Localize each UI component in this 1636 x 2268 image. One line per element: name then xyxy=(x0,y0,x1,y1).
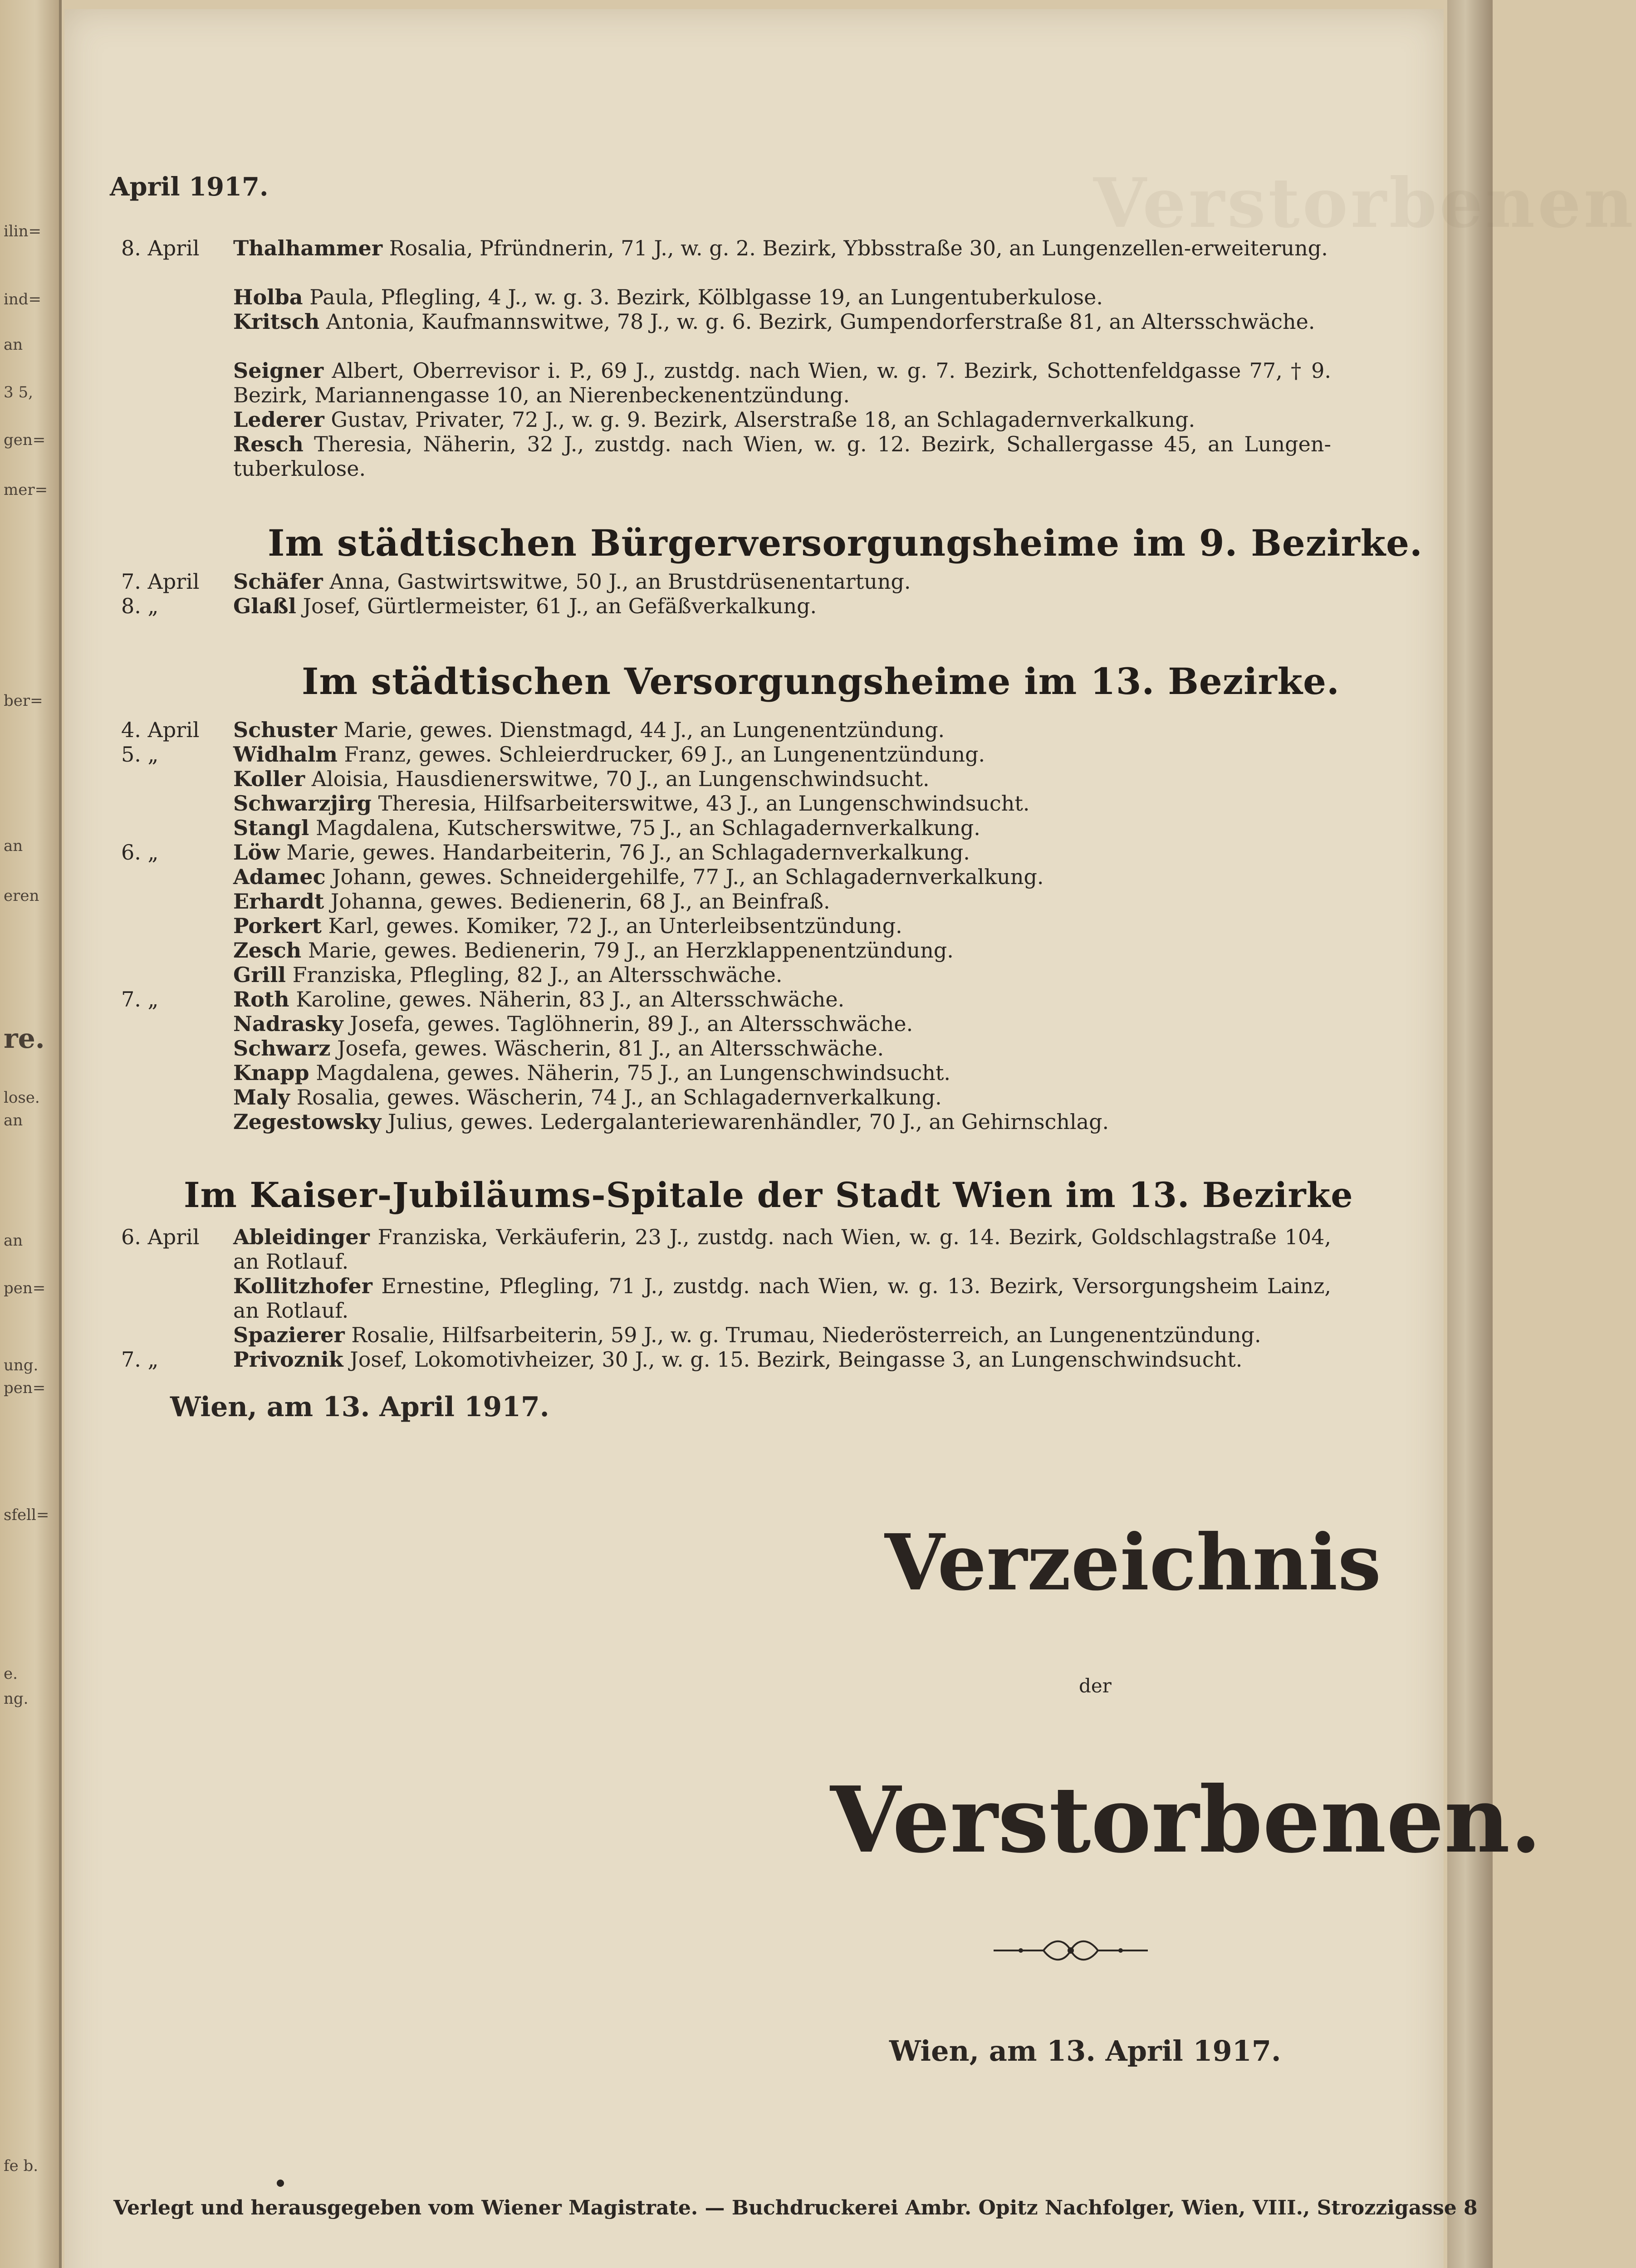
entry xyxy=(233,1225,1331,1274)
entry-name: Nadrasky xyxy=(233,1012,343,1036)
entry xyxy=(233,432,1331,481)
entry-text: Franziska, Verkäuferin, 23 J., zustdg. nach Wien, w. g. 14. Bezirk, Goldschlagstraße 104, an Rotlauf. xyxy=(233,1225,1331,1274)
section-heading: Im städtischen Versorgungsheime im 13. Bezirke. xyxy=(302,660,1340,703)
entry-text: Rosalia, Pfründnerin, 71 J., w. g. 2. Bezirk, Ybbsstraße 30, an Lungenzellen-erweiterung. xyxy=(389,236,1328,260)
title-verzeichnis: Verzeichnis xyxy=(885,1517,1381,1608)
entry-date: 7. April xyxy=(121,569,200,594)
entry-name: Adamec xyxy=(233,865,326,889)
entry-date: 8. April xyxy=(121,236,200,260)
entry-name: Knapp xyxy=(233,1061,309,1085)
prev-fragment: an xyxy=(4,1111,23,1129)
entry-name: Glaßl xyxy=(233,594,296,618)
entry xyxy=(233,1110,1331,1134)
entry xyxy=(233,236,1331,260)
entry xyxy=(233,914,1331,938)
entry xyxy=(233,767,1331,791)
title-date: Wien, am 13. April 1917. xyxy=(889,2034,1281,2068)
section-heading: Im Kaiser-Jubiläums-Spitale der Stadt Wien im 13. Bezirke xyxy=(184,1175,1353,1215)
entry-text: Josefa, gewes. Taglöhnerin, 89 J., an Altersschwäche. xyxy=(350,1012,913,1036)
entry-text: Franziska, Pflegling, 82 J., an Altersschwäche. xyxy=(292,963,783,987)
prev-fragment: sfell= xyxy=(4,1506,49,1524)
previous-page-edge xyxy=(0,0,62,2268)
prev-fragment: ng. xyxy=(4,1690,29,1708)
prev-fragment: mer= xyxy=(4,481,48,499)
entry xyxy=(233,1012,1331,1036)
entry-name: Schwarz xyxy=(233,1036,331,1061)
title-verstorbenen: Verstorbenen. xyxy=(830,1767,1542,1873)
closing-date: Wien, am 13. April 1917. xyxy=(170,1391,549,1423)
entry-text: Johann, gewes. Schneidergehilfe, 77 J., an Schlagadernverkalkung. xyxy=(332,865,1044,889)
entry-name: Koller xyxy=(233,767,305,791)
entry-name: Roth xyxy=(233,987,289,1012)
entry xyxy=(233,1323,1331,1347)
prev-fragment: re. xyxy=(4,1023,45,1055)
entry xyxy=(233,594,1331,618)
entry xyxy=(233,1061,1331,1085)
entry-text: Ernestine, Pflegling, 71 J., zustdg. nach Wien, w. g. 13. Bezirk, Versorgungsheim Lainz, an Rotlauf. xyxy=(233,1274,1331,1323)
prev-fragment: ung. xyxy=(4,1356,39,1374)
prev-fragment: ilin= xyxy=(4,222,42,240)
entry-text: Gustav, Privater, 72 J., w. g. 9. Bezirk, Alserstraße 18, an Schlagadernverkalkung. xyxy=(331,407,1195,432)
prev-fragment: fe b. xyxy=(4,2157,39,2175)
entry xyxy=(233,963,1331,987)
entry-name: Grill xyxy=(233,963,286,987)
entry xyxy=(233,791,1331,816)
page-right-edge xyxy=(1447,0,1493,2268)
prev-fragment: an xyxy=(4,336,23,354)
ink-dot xyxy=(277,2180,284,2187)
entry xyxy=(233,938,1331,963)
entry xyxy=(233,742,1331,767)
entry xyxy=(233,987,1331,1012)
entry-name: Kollitzhofer xyxy=(233,1274,372,1298)
entry-text: Josef, Lokomotivheizer, 30 J., w. g. 15. Bezirk, Beingasse 3, an Lungenschwindsucht. xyxy=(350,1347,1243,1372)
entry xyxy=(233,407,1331,432)
prev-fragment: eren xyxy=(4,887,39,905)
prev-fragment: 3 5, xyxy=(4,383,33,401)
entry-text: Paula, Pflegling, 4 J., w. g. 3. Bezirk, Kölblgasse 19, an Lungentuberkulose. xyxy=(309,285,1103,309)
entry-text: Franz, gewes. Schleierdrucker, 69 J., an Lungenentzündung. xyxy=(344,742,985,767)
entry-name: Maly xyxy=(233,1085,290,1110)
entry xyxy=(233,1347,1331,1372)
prev-fragment: pen= xyxy=(4,1379,46,1397)
page-header-date: April 1917. xyxy=(110,172,269,202)
entry-name: Seigner xyxy=(233,358,324,383)
entry-text: Antonia, Kaufmannswitwe, 78 J., w. g. 6. Bezirk, Gumpendorferstraße 81, an Altersschwäche. xyxy=(326,309,1315,334)
document-page xyxy=(64,9,1444,2268)
entry-name: Schwarzjirg xyxy=(233,791,372,816)
entry xyxy=(233,889,1331,914)
section-heading: Im städtischen Bürgerversorgungsheime im 9. Bezirke. xyxy=(268,522,1423,564)
entry xyxy=(233,1085,1331,1110)
entry-name: Ableidinger xyxy=(233,1225,370,1249)
entry-name: Widhalm xyxy=(233,742,338,767)
entry-name: Schäfer xyxy=(233,569,323,594)
entry-date: 6. „ xyxy=(121,840,159,865)
entry-text: Rosalie, Hilfsarbeiterin, 59 J., w. g. Trumau, Niederösterreich, an Lungenentzündung. xyxy=(351,1323,1261,1347)
title-der: der xyxy=(1079,1675,1112,1697)
entry-name: Privoznik xyxy=(233,1347,343,1372)
entry-name: Erhardt xyxy=(233,889,324,914)
entry-name: Schuster xyxy=(233,718,337,742)
entry-name: Spazierer xyxy=(233,1323,345,1347)
prev-fragment: an xyxy=(4,837,23,855)
entry-date: 5. „ xyxy=(121,742,159,767)
entry-date: 4. April xyxy=(121,718,200,742)
entry-text: Marie, gewes. Dienstmagd, 44 J., an Lungenentzündung. xyxy=(343,718,945,742)
entry-text: Theresia, Näherin, 32 J., zustdg. nach Wien, w. g. 12. Bezirk, Schallergasse 45, an Lungen-tuberkulose. xyxy=(233,432,1331,481)
entry-text: Marie, gewes. Handarbeiterin, 76 J., an Schlagadernverkalkung. xyxy=(286,840,970,865)
imprint-footer: Verlegt und herausgegeben vom Wiener Magistrate. — Buchdruckerei Ambr. Opitz Nachfolger, Wien, VIII., Strozzigasse 8 xyxy=(113,2196,1478,2219)
entry-text: Rosalia, gewes. Wäscherin, 74 J., an Schlagadernverkalkung. xyxy=(296,1085,942,1110)
show-through-text: Verstorbenen xyxy=(1093,163,1636,243)
prev-fragment: e. xyxy=(4,1665,18,1683)
entry xyxy=(233,358,1331,407)
entry xyxy=(233,865,1331,889)
entry-name: Zegestowsky xyxy=(233,1110,382,1134)
entry-date: 7. „ xyxy=(121,987,159,1012)
entry-text: Anna, Gastwirtswitwe, 50 J., an Brustdrüsenentartung. xyxy=(329,569,911,594)
entry xyxy=(233,1274,1331,1323)
entry-name: Löw xyxy=(233,840,280,865)
entry-text: Theresia, Hilfsarbeiterswitwe, 43 J., an Lungenschwindsucht. xyxy=(378,791,1030,816)
entry-name: Holba xyxy=(233,285,303,309)
entry-text: Aloisia, Hausdienerswitwe, 70 J., an Lungenschwindsucht. xyxy=(311,767,930,791)
prev-fragment: ber= xyxy=(4,692,43,710)
entry-text: Josefa, gewes. Wäscherin, 81 J., an Altersschwäche. xyxy=(337,1036,884,1061)
entry-date: 7. „ xyxy=(121,1347,159,1372)
entry-text: Josef, Gürtlermeister, 61 J., an Gefäßverkalkung. xyxy=(303,594,817,618)
entry-text: Johanna, gewes. Bedienerin, 68 J., an Beinfraß. xyxy=(330,889,830,914)
entry-name: Thalhammer xyxy=(233,236,383,260)
entry-name: Kritsch xyxy=(233,309,320,334)
entry-date: 6. April xyxy=(121,1225,200,1249)
entry-date: 8. „ xyxy=(121,594,159,618)
entry-text: Julius, gewes. Ledergalanteriewarenhändler, 70 J., an Gehirnschlag. xyxy=(387,1110,1109,1134)
entry-text: Magdalena, gewes. Näherin, 75 J., an Lungenschwindsucht. xyxy=(316,1061,951,1085)
prev-fragment: lose. xyxy=(4,1089,40,1107)
entry xyxy=(233,840,1331,865)
prev-fragment: an xyxy=(4,1232,23,1250)
entry xyxy=(233,285,1331,309)
entry xyxy=(233,718,1331,742)
entry xyxy=(233,569,1331,594)
entry-name: Zesch xyxy=(233,938,302,963)
entry-text: Albert, Oberrevisor i. P., 69 J., zustdg. nach Wien, w. g. 7. Bezirk, Schottenfeldgasse 77, † 9. Bezirk, Mariannengasse 10, an Nierenbeckenentzündung. xyxy=(233,358,1332,407)
entry-text: Magdalena, Kutscherswitwe, 75 J., an Schlagadernverkalkung. xyxy=(315,816,980,840)
entry xyxy=(233,309,1331,334)
entry xyxy=(233,816,1331,840)
prev-fragment: ind= xyxy=(4,290,42,308)
prev-fragment: pen= xyxy=(4,1279,46,1297)
entry-name: Stangl xyxy=(233,816,309,840)
entry-name: Porkert xyxy=(233,914,322,938)
entry-text: Karl, gewes. Komiker, 72 J., an Unterleibsentzündung. xyxy=(328,914,902,938)
decorative-ornament xyxy=(994,1935,1148,1966)
entry xyxy=(233,1036,1331,1061)
entry-text: Karoline, gewes. Näherin, 83 J., an Altersschwäche. xyxy=(296,987,845,1012)
entry-text: Marie, gewes. Bedienerin, 79 J., an Herzklappenentzündung. xyxy=(308,938,954,963)
entry-name: Lederer xyxy=(233,407,324,432)
prev-fragment: gen= xyxy=(4,431,46,449)
entry-name: Resch xyxy=(233,432,304,456)
